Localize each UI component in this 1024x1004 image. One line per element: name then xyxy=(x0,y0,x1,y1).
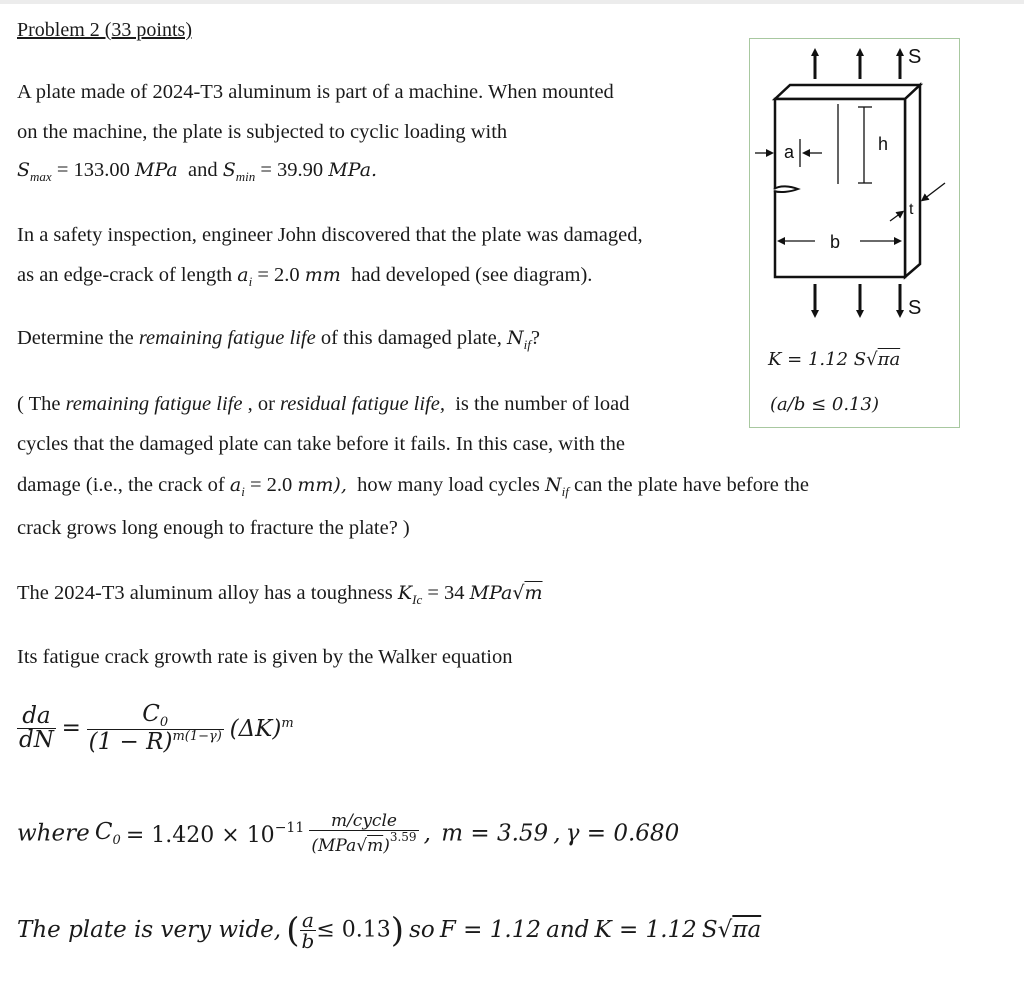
nif-symbol: N xyxy=(506,327,524,349)
unit-den-open: (MPa xyxy=(311,836,357,856)
wide-plate-line xyxy=(17,910,761,951)
comma-2: , xyxy=(553,820,561,847)
walker-rhs-denominator xyxy=(87,730,224,754)
para3-post: ? xyxy=(530,327,540,349)
unit-den-close: ) xyxy=(383,836,390,856)
para4-post: is the number of load xyxy=(455,393,630,415)
one-minus-r: (1 − R) xyxy=(88,729,173,755)
c0-symbol: C xyxy=(142,701,160,727)
delta-k-base: (ΔK) xyxy=(229,715,282,742)
ai-subscript: i xyxy=(248,274,253,289)
smax-subscript: max xyxy=(30,169,52,184)
comma-1: , xyxy=(423,820,431,847)
ratio-denominator: b xyxy=(301,929,315,953)
h-label: h xyxy=(878,134,889,154)
smin-unit: MPa. xyxy=(328,159,378,181)
sqrt-sign: √ xyxy=(512,582,525,604)
one-minus-r-exp: m(1−γ) xyxy=(172,729,222,744)
para4-open: ( The xyxy=(17,393,61,415)
para4-line2: cycles that the damaged plate can take before it fails. In this case, with the xyxy=(17,433,625,455)
k-sqrt-sign: √ xyxy=(717,917,733,943)
c0-def-symbol: C xyxy=(94,819,113,845)
delta-k xyxy=(230,716,294,742)
dadn-numerator: da xyxy=(17,705,56,729)
figure-k-pre: K = 1.12 xyxy=(768,349,849,370)
walker-rhs-fraction xyxy=(87,703,224,754)
para2-line2 xyxy=(17,265,592,288)
para4-line4: crack grows long enough to fracture the plate? ) xyxy=(17,517,410,539)
kic-unit: MPa xyxy=(469,582,513,604)
toughness-line xyxy=(17,583,543,606)
s-top-label: S xyxy=(908,46,922,68)
smin-subscript: min xyxy=(235,169,256,184)
figure-k-sqrt-arg: πa xyxy=(877,349,901,370)
para4-italic2: residual fatigue life, xyxy=(280,393,445,415)
l3-a-unit: mm), xyxy=(297,474,347,496)
ratio-fraction xyxy=(300,910,317,951)
k-sqrt-arg: πa xyxy=(732,917,762,943)
para2-line1: In a safety inspection, engineer John discovered that the plate was damaged, xyxy=(17,224,643,246)
wide-pre: The plate is very wide, xyxy=(17,917,282,943)
and-word: and xyxy=(187,159,218,181)
para1-line1: A plate made of 2024-T3 aluminum is part of a machine. When mounted xyxy=(17,81,614,103)
close-paren: ) xyxy=(390,910,404,951)
walker-rhs-numerator xyxy=(87,703,224,730)
t-label: t xyxy=(909,201,914,218)
c0-def-subscript: 0 xyxy=(112,833,121,848)
l3-n-symbol: N xyxy=(545,474,562,496)
para4-l3-pre: damage (i.e., the crack of xyxy=(17,474,225,496)
ai-symbol: a xyxy=(237,264,249,286)
para4-comma: , or xyxy=(247,393,275,415)
walker-equation xyxy=(17,703,294,754)
ai-unit: mm xyxy=(304,264,341,286)
constants-line xyxy=(17,813,679,855)
so-word: so xyxy=(409,917,435,943)
s-bottom-label: S xyxy=(908,297,922,319)
dadn-fraction xyxy=(17,705,56,752)
k-s: S xyxy=(701,917,718,943)
plate-diagram-box xyxy=(749,38,960,428)
problem-title: Problem 2 (33 points) xyxy=(17,19,192,41)
where-word: where xyxy=(17,820,90,847)
unit-den-sqrt-arg: m xyxy=(367,836,384,856)
ratio-relation: ≤ 0.13 xyxy=(316,917,391,943)
a-label: a xyxy=(784,142,795,162)
para1-line3 xyxy=(17,160,377,183)
para4-line3 xyxy=(17,475,809,498)
c0-def xyxy=(94,819,121,848)
f-value: F = 1.12 xyxy=(439,917,541,943)
para3-mid: of this damaged plate, xyxy=(320,327,502,349)
l3-post: can the plate have before the xyxy=(573,474,810,496)
m-value: m = 3.59 xyxy=(441,820,549,847)
smax-unit: MPa xyxy=(135,159,178,181)
dadn-denominator: dN xyxy=(19,727,54,753)
figure-k-formula xyxy=(768,349,900,370)
smax-value: = 133.00 xyxy=(56,159,130,181)
nif-subscript: if xyxy=(523,337,531,352)
kic-value: = 34 xyxy=(427,582,465,604)
bottom-load-arrows xyxy=(815,284,900,314)
unit-sqrt-sign: √ xyxy=(356,836,368,856)
c0-unit-denominator xyxy=(309,831,418,855)
delta-k-exp: m xyxy=(281,715,294,731)
l3-n-subscript: if xyxy=(561,484,569,499)
b-label: b xyxy=(830,232,841,252)
para3-line xyxy=(17,328,540,351)
l3-a-value: = 2.0 xyxy=(249,474,293,496)
walker-intro: Its fatigue crack growth rate is given by the Walker equation xyxy=(17,646,513,668)
plate xyxy=(775,85,920,277)
l3-a-subscript: i xyxy=(241,484,245,499)
l3-mid: how many load cycles xyxy=(357,474,540,496)
para1-line2: on the machine, the plate is subjected to cyclic loading with xyxy=(17,121,508,143)
l3-a-symbol: a xyxy=(229,474,242,496)
kic-sqrt-arg: m xyxy=(524,582,543,604)
c0-subscript: 0 xyxy=(159,715,169,730)
para4-italic1: remaining fatigue life xyxy=(65,393,243,415)
unit-den-exponent: 3.59 xyxy=(389,830,417,844)
smax-symbol: S xyxy=(17,159,31,181)
and-word-2: and xyxy=(546,917,590,943)
c0-exponent: −11 xyxy=(274,820,305,836)
smin-value: = 39.90 xyxy=(260,159,324,181)
para2-post: had developed (see diagram). xyxy=(351,264,593,286)
para2-pre: as an edge-crack of length xyxy=(17,264,233,286)
para4-line1 xyxy=(17,394,629,415)
k-value: K = 1.12 xyxy=(594,917,697,943)
edge-crack xyxy=(774,186,798,192)
ratio-numerator: a xyxy=(300,910,317,931)
c0-unit-numerator: m/cycle xyxy=(309,813,418,831)
gamma-value: γ = 0.680 xyxy=(565,820,680,847)
c0-mantissa: = 1.420 × 10 xyxy=(125,823,275,848)
plate-diagram xyxy=(750,39,961,429)
c0-unit-fraction xyxy=(309,813,418,855)
ai-value: = 2.0 xyxy=(257,264,300,286)
top-border xyxy=(0,0,1024,4)
open-paren: ( xyxy=(286,910,300,951)
smin-symbol: S xyxy=(222,159,236,181)
figure-k-s: S xyxy=(853,349,867,370)
kic-subscript: Ic xyxy=(412,592,423,607)
toughness-pre: The 2024-T3 aluminum alloy has a toughness xyxy=(17,582,393,604)
figure-condition: (a/b ≤ 0.13) xyxy=(770,394,879,415)
para3-italic: remaining fatigue life xyxy=(138,327,316,349)
c0-value xyxy=(125,820,305,848)
figure-sqrt-sign: √ xyxy=(866,349,878,370)
para3-pre: Determine the xyxy=(17,327,134,349)
top-load-arrows xyxy=(815,52,900,79)
kic-symbol: K xyxy=(397,582,413,604)
walker-equals: = xyxy=(61,715,81,741)
